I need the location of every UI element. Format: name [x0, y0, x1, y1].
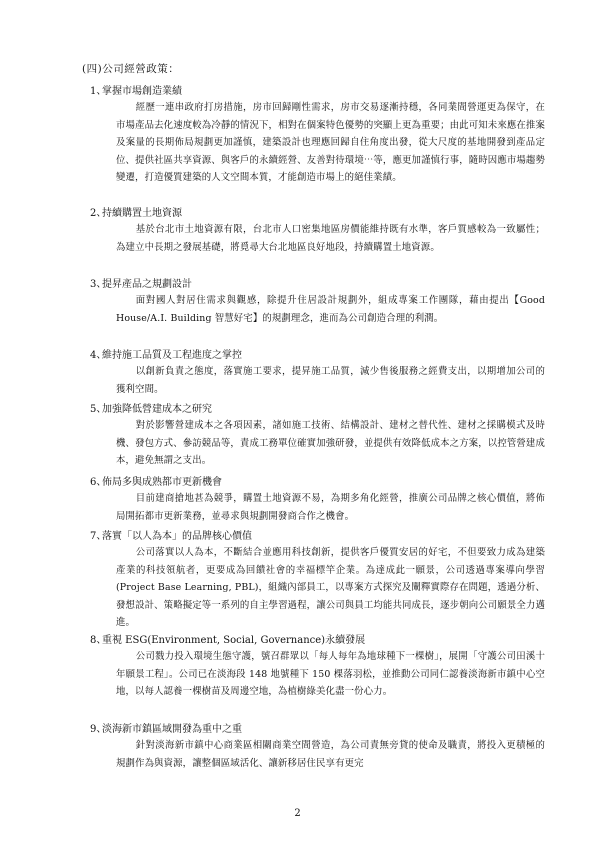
item-body: 公司落實以人為本，不斷結合並應用科技創新，提供客戶優質安居的好宅，不但要致力成為建築產業的科技領航者，更要成為回饋社會的幸福標竿企業。為達成此一願景，公司透過專案導向學習(Project Base Learning, PBL)，組織內部員工，以專案方式探究及闡釋實際存在問題，透過分析、發想設計、策略擬定等一系列的自主學習過程，讓公司與員工均能共同成長，逐步朝向公司願景全力邁進。: [116, 547, 545, 628]
policy-item-4: [90, 349, 545, 398]
policy-item-1: [90, 85, 545, 187]
item-body: 以創新負責之態度，落實施工要求，提昇施工品質，減少售後服務之經費支出，以期增加公司的獲利空間。: [116, 366, 545, 395]
item-title: 淡海新市鎮區域開發為重中之重: [102, 724, 242, 735]
item-heading: [90, 349, 545, 363]
item-body: 針對淡海新市鎮中心商業區相關商業空間營造，為公司責無旁貸的使命及職責，將投入更積極的規劃作為與資源，讓整個區域活化、讓新移居住民享有更完: [116, 740, 545, 769]
item-title: 落實「以人為本」的品牌核心價值: [102, 531, 252, 542]
item-title: 維持施工品質及工程進度之掌控: [102, 350, 242, 361]
item-number: 2、: [90, 208, 107, 219]
item-body: 公司戮力投入環境生態守護，號召群眾以「每人每年為地球種下一棵樹」，展開「守護公司田溪十年願景工程」。公司已在淡海段 148 地號種下 150 棵落羽松，並推動公司同仁認養淡海新市鎮中心空地，以每人認養一棵樹苗及周邊空地，為植樹綠美化盡一份心力。: [116, 651, 545, 697]
item-title: 掌握市場創造業績: [102, 86, 182, 97]
item-heading: [90, 634, 545, 648]
item-number: 4、: [90, 350, 107, 361]
item-title: 提昇產品之規劃設計: [102, 279, 192, 290]
policy-item-8: [90, 634, 545, 701]
page-number: 2: [294, 808, 301, 819]
item-number: 6、: [90, 477, 107, 488]
item-heading: [90, 207, 545, 221]
item-title: 加強降低營建成本之研究: [102, 404, 212, 415]
item-title: 持續購置土地資源: [102, 208, 182, 219]
item-heading: [90, 723, 545, 737]
policy-item-3: [90, 278, 545, 327]
item-heading: [90, 85, 545, 99]
item-body: 對於影響營建成本之各項因素，諸如施工技術、結構設計、建材之替代性、建材之採購模式及時機、發包方式、參訪競品等，責成工務單位確實加強研發，並提供有效降低成本之方案，以控管營建成本，避免無謂之支出。: [116, 420, 545, 466]
item-title: 重視 ESG(Environment, Social, Governance)永續發展: [102, 635, 366, 646]
policy-item-5: [90, 403, 545, 470]
policy-item-2: [90, 207, 545, 256]
policy-item-7: [90, 530, 545, 632]
item-body: 目前建商搶地甚為競爭，購置土地資源不易，為期多角化經營，推廣公司品牌之核心價值，將佈局開拓都市更新業務，並尋求與規劃開發商合作之機會。: [116, 493, 545, 522]
item-body: 面對國人對居住需求與觀感，除提升住居設計規劃外，組成專案工作團隊，藉由提出【Good House/A.I. Building 智慧好宅】的規劃理念，進而為公司創造合理的利潤。: [116, 295, 545, 324]
item-number: 5、: [90, 404, 107, 415]
item-number: 7、: [90, 531, 107, 542]
policy-item-9: [90, 723, 545, 772]
item-heading: [90, 530, 545, 544]
item-heading: [90, 403, 545, 417]
section-title: (四)公司經營政策：: [82, 63, 180, 75]
item-heading: [90, 278, 545, 292]
item-number: 8、: [90, 635, 107, 646]
item-heading: [90, 476, 545, 490]
item-number: 9、: [90, 724, 107, 735]
item-number: 1、: [90, 86, 107, 97]
item-body: 基於台北市土地資源有限，台北市人口密集地區房價能維持既有水準，客戶質感較為一致屬性；為建立中長期之發展基礎，將覓尋大台北地區良好地段，持續購置土地資源。: [116, 224, 545, 253]
policy-item-6: [90, 476, 545, 525]
item-title: 佈局多與成熟都市更新機會: [102, 477, 222, 488]
item-number: 3、: [90, 279, 107, 290]
item-body: 經歷一連串政府打房措施，房市回歸剛性需求，房市交易逐漸持穩，各同業間營運更為保守，在市場產品去化速度較為冷靜的情況下，相對在個案特色優勢的突顯上更為重要；由此可知未來應在推案及案量的長期佈局規劃更加謹慎，建築設計也理應回歸自住角度出發，從大尺度的基地開發到產品定位、提供社區共享資源、與客戶的永續經營、友善對待環境⋯等，應更加謹慎行事，隨時因應市場趨勢變遷，打造優質建築的人文空間本質，才能創造市場上的絕佳業績。: [116, 102, 545, 183]
